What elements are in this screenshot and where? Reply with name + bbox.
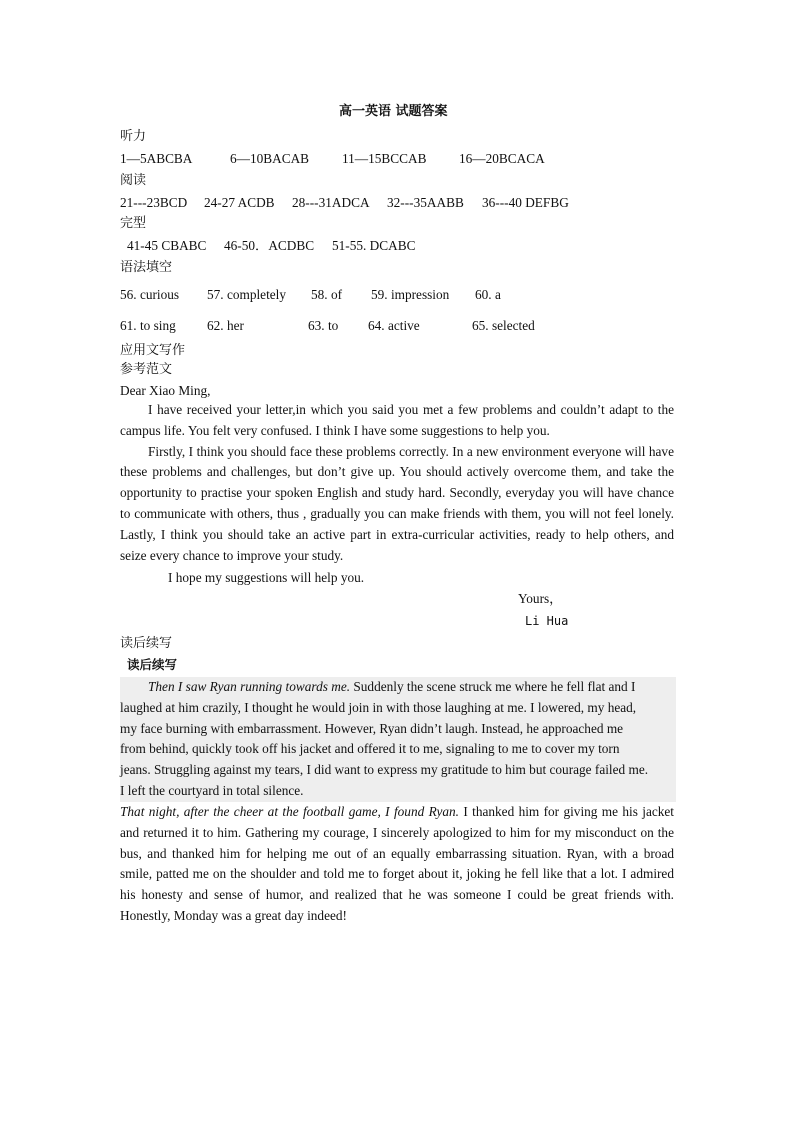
paragraph-1-line-6: I left the courtyard in total silence. bbox=[120, 782, 304, 798]
cloze-answer-3: 51-55. DCABC bbox=[332, 238, 416, 253]
sample-essay-heading: 参考范文 bbox=[120, 362, 173, 377]
grammar-answer-65: 65. selected bbox=[472, 318, 535, 333]
letter-paragraph-2: Firstly, I think you should face these problems correctly. In a new environment everyone will have these problems and challenges, but don’t give up. You should actively overcome them, and take the opportunity to practise your spoken English and study hard. Secondly, everyday you will have chance to communicate with others, thus , gradually you can make friends with them, you will not feel lonely. Lastly, I think you should take an active part in extra-curricular activities, ready to help others, and seize every chance to improve your study. bbox=[120, 443, 674, 563]
grammar-answer-58: 58. of bbox=[311, 287, 343, 302]
continuation-writing-heading: 读后续写 bbox=[120, 636, 173, 651]
grammar-answer-61: 61. to sing bbox=[120, 318, 176, 333]
listening-answer-2: 6—10BACAB bbox=[230, 151, 310, 166]
grammar-answer-62: 62. her bbox=[207, 318, 244, 333]
listening-answer-4: 16—20BCACA bbox=[459, 151, 545, 166]
reading-answer-3: 28---31ADCA bbox=[292, 195, 370, 210]
grammar-answer-56: 56. curious bbox=[120, 287, 180, 302]
practical-writing-heading: 应用文写作 bbox=[120, 343, 186, 358]
grammar-answer-57: 57. completely bbox=[207, 287, 287, 302]
grammar-answer-64: 64. active bbox=[368, 318, 420, 333]
page-title: 高一英语 试题答案 bbox=[339, 104, 448, 119]
reading-answer-1: 21---23BCD bbox=[120, 195, 188, 210]
cloze-answer-1: 41-45 CBABC bbox=[127, 238, 207, 253]
continuation-paragraph-2 bbox=[120, 802, 674, 927]
grammar-answer-59: 59. impression bbox=[371, 287, 450, 302]
paragraph-2-body: I thanked him for giving me his jacket and returned it to him. Gathering my courage, I sincerely apologized to him for my misconduct on the bus, and thanked him for helping me out of an equally embarrassing situation. Ryan, with a broad smile, patted me on the shoulder and told me to forget about it, joking he fell like that a lot. I admired his honesty and sense of humor, and realized that he was someone I could be great friends with. Honestly, Monday was a great day indeed! bbox=[120, 804, 675, 923]
paragraph-1-line-3: my face burning with embarrassment. However, Ryan didn’t laugh. Instead, he approached me bbox=[120, 720, 624, 736]
cloze-answer-2: 46-50．ACDBC bbox=[224, 238, 315, 253]
reading-answer-5: 36---40 DEFBG bbox=[482, 195, 569, 210]
letter-sign-off: Yours， bbox=[518, 591, 563, 606]
grammar-answer-60: 60. a bbox=[475, 287, 501, 302]
letter-paragraph-1: I have received your letter,in which you said you met a few problems and couldn’t adapt to the campus life. You felt very confused. I think I have some suggestions to help you. bbox=[120, 402, 674, 438]
listening-heading: 听力 bbox=[120, 129, 147, 144]
paragraph-1-line-5: jeans. Struggling against my tears, I did want to express my gratitude to him but courage failed me. bbox=[120, 762, 649, 778]
grammar-heading: 语法填空 bbox=[120, 260, 173, 275]
letter-closing: I hope my suggestions will help you. bbox=[168, 570, 365, 585]
reading-answer-4: 32---35AABB bbox=[387, 195, 464, 210]
continuation-paragraph-1 bbox=[120, 677, 676, 802]
cloze-heading: 完型 bbox=[120, 216, 147, 231]
letter-body bbox=[120, 400, 674, 566]
paragraph-1-line-4: from behind, quickly took off his jacket and offered it to me, signaling to me to cover my torn bbox=[120, 741, 620, 757]
paragraph-1-lead-sentence: Then I saw Ryan running towards me. bbox=[148, 679, 351, 694]
grammar-answer-63: 63. to bbox=[308, 318, 339, 333]
listening-answer-1: 1—5ABCBA bbox=[120, 151, 193, 166]
reading-answer-2: 24-27 ACDB bbox=[204, 195, 275, 210]
letter-greeting: Dear Xiao Ming, bbox=[120, 383, 211, 398]
letter-signature: Li Hua bbox=[525, 614, 569, 628]
paragraph-1-line-2: laughed at him crazily, I thought he would join in with those laughing at me. I lowered, my head, bbox=[120, 699, 637, 715]
continuation-writing-subheading: 读后续写 bbox=[127, 657, 178, 672]
reading-heading: 阅读 bbox=[120, 173, 147, 188]
listening-answer-3: 11—15BCCAB bbox=[342, 151, 427, 166]
paragraph-2-lead-sentence: That night, after the cheer at the football game, I found Ryan. bbox=[120, 804, 459, 819]
paragraph-1-line-1: Suddenly the scene struck me where he fell flat and I bbox=[350, 679, 636, 694]
